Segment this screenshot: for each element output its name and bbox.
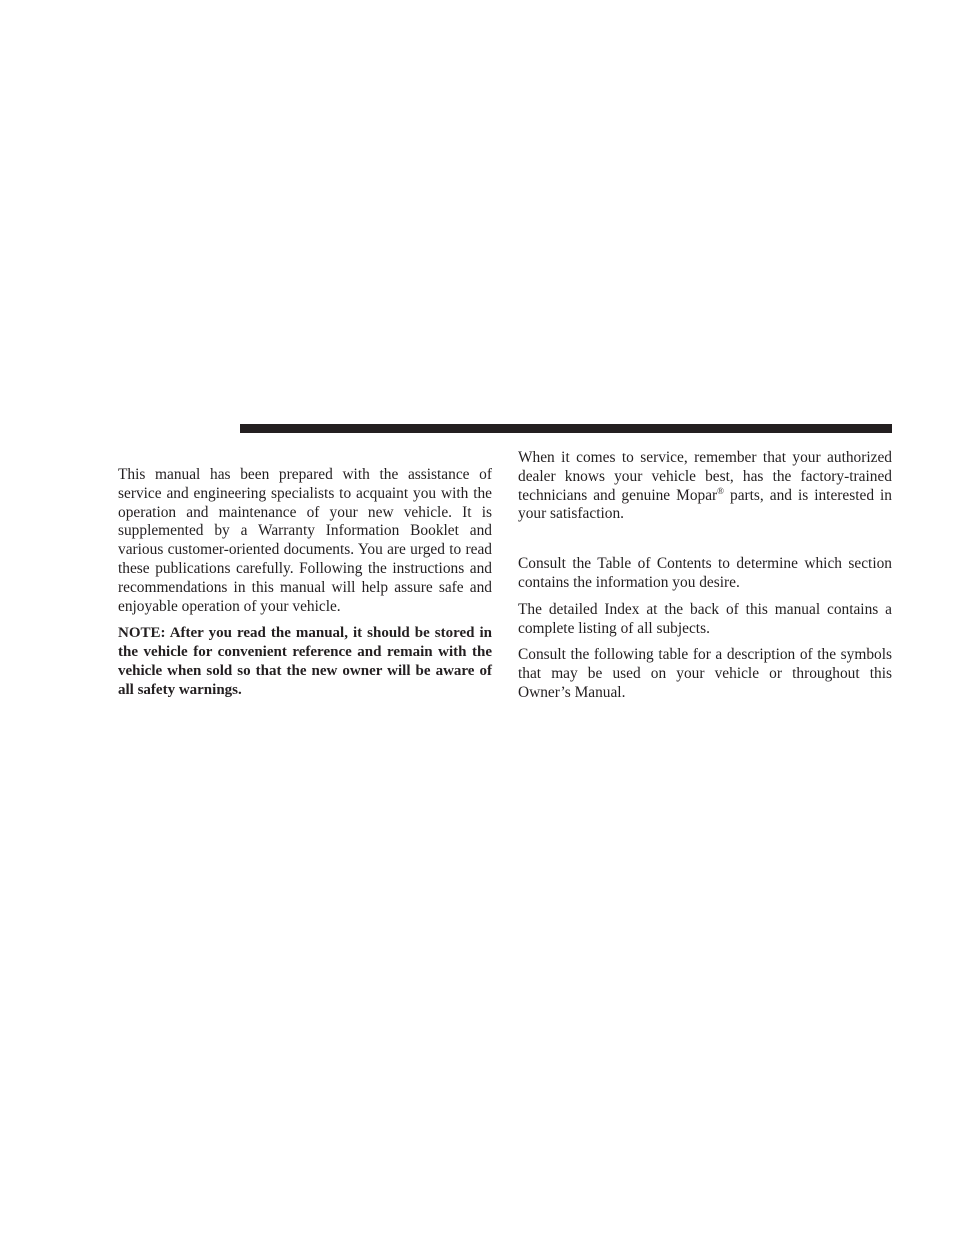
index-paragraph: The detailed Index at the back of this manual contains a complete listing of all subjects.	[518, 600, 892, 637]
left-column	[118, 466, 492, 700]
service-paragraph	[518, 449, 892, 524]
intro-paragraph: This manual has been prepared with the assistance of service and engineering specialists to acquaint you with the operation and maintenance of your new vehicle. It is supplemented by a Warranty Information Booklet and various customer-oriented documents. You are urged to read these publications carefully. Following the instructions and recommendations in this manual will help assure safe and enjoyable operation of your vehicle.	[118, 466, 492, 615]
note-paragraph: NOTE: After you read the manual, it should be stored in the vehicle for convenient reference and remain with the vehicle when sold so that the new owner will be aware of all safety warnings.	[118, 625, 492, 698]
service-text-after-mark: parts, and is interested in your satisfaction.	[518, 486, 892, 523]
section-divider-bar	[240, 424, 892, 433]
right-column	[518, 449, 892, 703]
contents-paragraph: Consult the Table of Contents to determine which section contains the information you desire.	[518, 555, 892, 591]
symbols-paragraph: Consult the following table for a description of the symbols that may be used on your vehicle or throughout this Owner’s Manual.	[518, 646, 892, 701]
service-text-before-mark: When it comes to service, remember that your authorized dealer knows your vehicle best, has the factory-trained technicians and genuine Mopar	[518, 449, 892, 504]
registered-mark: ®	[717, 485, 725, 496]
